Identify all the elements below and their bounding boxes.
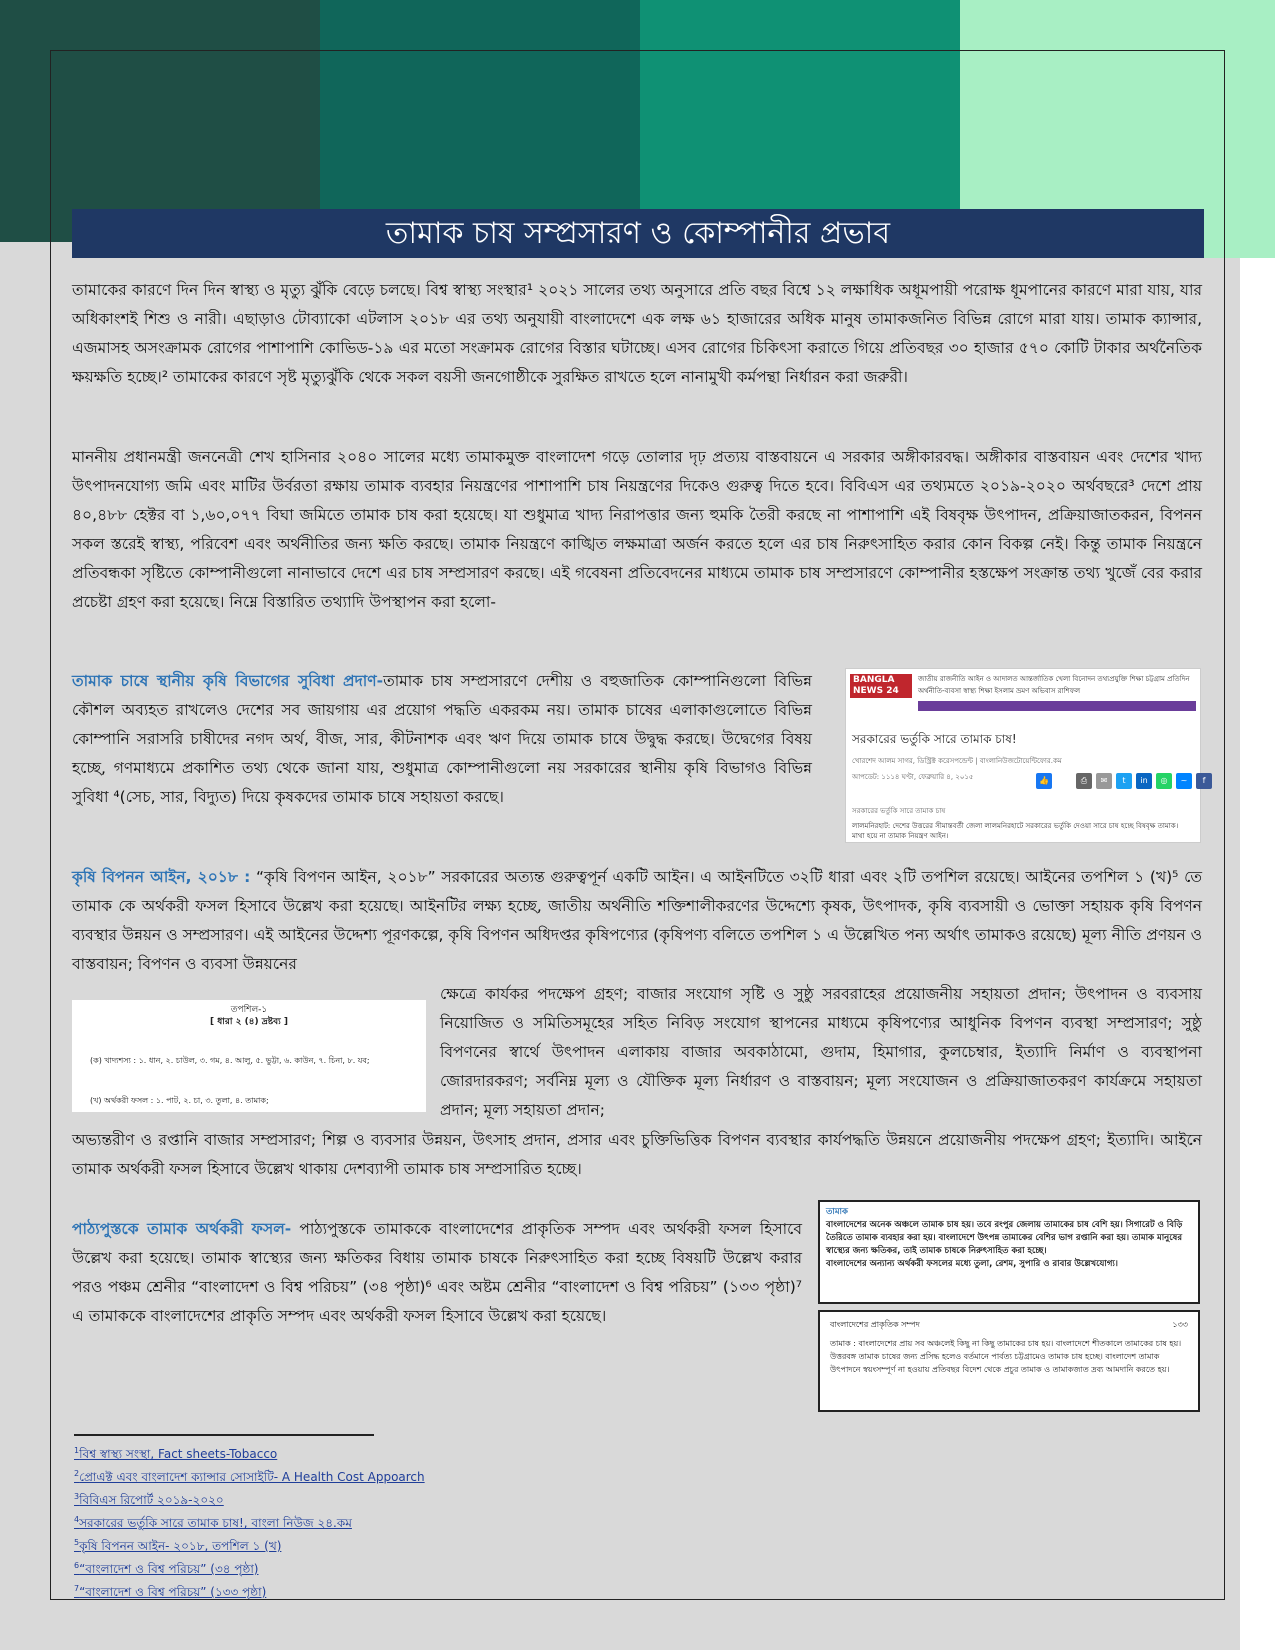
- like-icon: 👍: [1036, 773, 1052, 789]
- whatsapp-icon: ◎: [1156, 773, 1172, 789]
- schedule-row-food: (ক) খাদ্যশস্য : ১. ধান, ২. চাউল, ৩. গম, ৪. আলু, ৫. ভুট্টা, ৬. কাউন, ৭. চিনা, ৮. যব;: [90, 1056, 370, 1065]
- footnote[interactable]: $^2$প্রোএক্ট এবং বাংলাদেশ ক্যান্সার সোসাইটি- A Health Cost Appoarch: [74, 1469, 425, 1484]
- footnote-separator: [74, 1434, 374, 1436]
- email-icon: ✉: [1096, 773, 1112, 789]
- footnote[interactable]: $^7$“বাংলাদেশ ও বিশ্ব পরিচয়” (১৩৩ পৃষ্ঠা): [74, 1584, 267, 1599]
- footnote[interactable]: $^5$কৃষি বিপনন আইন- ২০১৮, তপশিল ১ (খ): [74, 1538, 282, 1553]
- textbook-clip-text-2: বাংলাদেশের অন্যান্য অর্থকরী ফসলের মধ্যে তুলা, রেশম, সুপারি ও রাবার উল্লেখযোগ্য।: [826, 1259, 1118, 1269]
- footnote[interactable]: $^6$“বাংলাদেশ ও বিশ্ব পরিচয়” (৩৪ পৃষ্ঠা): [74, 1561, 259, 1576]
- twitter-icon: t: [1116, 773, 1132, 789]
- schedule-clipping: [72, 1000, 426, 1112]
- textbook-heading: পাঠ্যপুস্তকে তামাক অর্থকরী ফসল-: [72, 1220, 292, 1238]
- news-body: লালমনিরহাট: দেশের উত্তরের সীমান্তবর্তী জেলা লালমনিরহাটে সরকারের ভর্তুকি দেওয়া সারে চাষ হচ্ছে বিষবৃক্ষ তামাক। মাথা হয়ে না তামাক নিয়ন্ত্রণ আইন।: [852, 822, 1179, 840]
- schedule-row-cash-crop: (খ) অর্থকরী ফসল : ১. পাট, ২. চা, ৩. তুলা, ৪. তামাক;: [90, 1096, 269, 1105]
- agri-marketing-heading: কৃষি বিপনন আইন, ২০১৮ :: [72, 868, 251, 886]
- textbook-clip-text: বাংলাদেশের অনেক অঞ্চলে তামাক চাষ হয়। তবে রংপুর জেলায় তামাকের চাষ বেশি হয়। সিগারেট ও বিড়ি তৈরিতে তামাক ব্যবহার করা হয়। বাংলাদেশে উৎপন্ন তামাকের বেশির ভাগ রপ্তানি করা হয়। তামাক মানুষের স্বাস্থ্যের জন্য ক্ষতিকর, তাই তামাক চাষকে নিরুৎসাহিত করা হচ্ছে।: [826, 1220, 1183, 1256]
- textbook-clip-title: তামাক: [826, 1207, 848, 1217]
- footnote[interactable]: $^3$বিবিএস রিপোর্ট ২০১৯-২০২০: [74, 1492, 224, 1507]
- footnote[interactable]: $^1$বিশ্ব স্বাস্থ্য সংস্থা, Fact sheets-Tobacco: [74, 1446, 278, 1461]
- textbook-clipping-2: [818, 1310, 1200, 1412]
- linkedin-icon: in: [1136, 773, 1152, 789]
- agri-marketing-paragraph-cont: ক্ষেত্রে কার্যকর পদক্ষেপ গ্রহণ; বাজার সংযোগ সৃষ্টি ও সুষ্ঠু সরবরাহের প্রয়োজনীয় সহায়তা প্রদান; উৎপাদন ও ব্যবসায় নিয়োজিত ও সমিতিসমূহের সহিত নিবিড় সংযোগ স্থাপনের মাধ্যমে কৃষিপণ্যের আধুনিক বিপণন ব্যবস্থা সম্প্রসারণ; সুষ্ঠু বিপণনের স্বার্থে উৎপাদন এলাকায় বাজার অবকাঠামো, গুদাম, হিমাগার, কুলচেম্বার, ইত্যাদি নির্মাণ ও ব্যবস্থাপনা জোরদারকরণ; সর্বনিম্ন মূল্য ও যৌক্তিক মূল্য নির্ধারণ ও বাস্তবায়ন; মূল্য সংযোজন ও প্রক্রিয়াজাতকরণ কার্যক্রমে সহায়তা প্রদান; মূল্য সহায়তা প্রদান;: [440, 985, 1202, 1119]
- footnotes: [74, 1441, 425, 1602]
- news-image-caption: সরকারের ভর্তুকি সারে তামাক চাষ: [852, 807, 946, 815]
- news-banner-strip: [918, 701, 1196, 711]
- schedule-title: তপশিল-১ [ ধারা ২ (৪) দ্রষ্টব্য ]: [209, 1005, 289, 1027]
- page-title: তামাক চাষ সম্প্রসারণ ও কোম্পানীর প্রভাব: [72, 209, 1204, 258]
- news-date: আপডেট: ১১১৪ ঘণ্টা, ফেব্রুয়ারি ৪, ২০১৫: [852, 773, 974, 781]
- local-agriculture-paragraph: [72, 667, 812, 812]
- intro-paragraph: তামাকের কারণে দিন দিন স্বাস্থ্য ও মৃত্যু ঝুঁকি বেড়ে চলছে। বিশ্ব স্বাস্থ্য সংস্থার¹ ২০২১ সালের তথ্য অনুসারে প্রতি বছর বিশ্বে ১২ লক্ষাধিক অধূমপায়ী পরোক্ষ ধূমপানের কারণে মারা যায়, যার অধিকাংশই শিশু ও নারী। এছাড়াও টোব্যাকো এটলাস ২০১৮ এর তথ্য অনুযায়ী বাংলাদেশে এক লক্ষ ৬১ হাজারের অধিক মানুষ তামাকজনিত বিভিন্ন রোগে মারা যায়। তামাক ক্যান্সার, এজমাসহ অসংক্রামক রোগের পাশাপাশি কোভিড-১৯ এর মতো সংক্রামক রোগের বিস্তার ঘটাচ্ছে। এসব রোগের চিকিৎসা করাতে গিয়ে প্রতিবছর ৩০ হাজার ৫৭০ কোটি টাকার অর্থনৈতিক ক্ষয়ক্ষতি হচ্ছে।² তামাকের কারণে সৃষ্ট মৃত্যুঝুঁকি থেকে সকল বয়সী জনগোষ্ঠীকে সুরক্ষিত রাখতে হলে নানামুখী কর্মপন্থা নির্ধারন করা জরুরী।: [72, 281, 1202, 386]
- textbook-paragraph: [72, 1215, 802, 1331]
- news-headline: সরকারের ভর্তুকি সারে তামাক চাষ!: [852, 732, 1017, 746]
- agri-marketing-text: “কৃষি বিপণন আইন, ২০১৮” সরকারের অত্যন্ত গুরুত্বপূর্ন একটি আইন। এ আইনটিতে ৩২টি ধারা এবং ২টি তপশিল রয়েছে। আইনের তপশিল ১ (খ)⁵ তে তামাক কে অর্থকরী ফসল হিসাবে উল্লেখ করা হয়েছে। আইনটির লক্ষ্য হচ্ছে, জাতীয় অর্থনীতি শক্তিশালীকরণের উদ্দেশ্যে কৃষক, উৎপাদক, কৃষি ব্যবসায়ী ও ভোক্তা সহায়ক কৃষি বিপণন ব্যবস্থার উন্নয়ন ও সম্প্রসারণ। এই আইনের উদ্দেশ্য পূরণকল্পে, কৃষি বিপণন অধিদপ্তর কৃষিপণ্যের (কৃষিপণ্য বলিতে তপশিল ১ এ উল্লেখিত পন্য অর্থাৎ তামাকও রয়েছে) মূল্য নীতি প্রণয়ন ও বাস্তবায়ন; বিপণন ও ব্যবসা উন্নয়নের: [72, 868, 1202, 973]
- agri-marketing-paragraph-end: অভ্যন্তরীণ ও রপ্তানি বাজার সম্প্রসারণ; শিল্প ও ব্যবসার উন্নয়ন, উৎসাহ প্রদান, প্রসার এবং চুক্তিভিত্তিক বিপণন ব্যবস্থার কার্যপদ্ধতি উন্নয়নে প্রয়োজনীয় পদক্ষেপ গ্রহণ; ইত্যাদি। আইনে তামাক অর্থকরী ফসল হিসাবে উল্লেখ থাকায় দেশব্যাপী তামাক চাষ সম্প্রসারিত হচ্ছে।: [72, 1131, 1202, 1178]
- print-icon: ⎙: [1076, 773, 1092, 789]
- news-author: খোরশেদ আলম সাগর, ডিস্ট্রিক্ট করেসপন্ডেন্ট | বাংলানিউজটোয়েন্টিফোর.কম: [852, 757, 1062, 765]
- textbook-clip-header: বাংলাদেশের প্রাকৃতিক সম্পদ ১৩৩: [830, 1320, 1188, 1329]
- news-clipping: [845, 668, 1206, 843]
- textbook-clipping-1: [818, 1200, 1200, 1304]
- facebook-icon: f: [1196, 773, 1212, 789]
- textbook-text: পাঠ্যপুস্তকে তামাককে বাংলাদেশের প্রাকৃতিক সম্পদ এবং অর্থকরী ফসল হিসাবে উল্লেখ করা হয়েছে। তামাক স্বাস্থ্যের জন্য ক্ষতিকর বিধায় তামাক চাষকে নিরুৎসাহিত করা হচ্ছে বিষয়টি উল্লেখ করার পরও পঞ্চম শ্রেনীর “বাংলাদেশ ও বিশ্ব পরিচয়” (৩৪ পৃষ্ঠা)⁶ এবং অষ্টম শ্রেনীর “বাংলাদেশ ও বিশ্ব পরিচয়” (১৩৩ পৃষ্ঠা)⁷ এ তামাককে বাংলাদেশের প্রাকৃতি সম্পদ এবং অর্থকরী ফসল হিসাবে উল্লেখ করা হয়েছে।: [72, 1220, 802, 1325]
- local-agriculture-text: তামাক চাষ সম্প্রসারণে দেশীয় ও বহুজাতিক কোম্পানিগুলো বিভিন্ন কৌশল অব্যহত রাখলেও দেশের সব জায়গায় এর প্রয়োগ পদ্ধতি একরকম নয়। তামাক চাষের এলাকাগুলোতে বিভিন্ন কোম্পানি সরাসরি চাষীদের নগদ অর্থ, বীজ, সার, কীটনাশক এবং ঋণ দিয়ে তামাক চাষে উদ্বুদ্ধ করছে। উদ্বেগের বিষয় হচ্ছে, গণমাধ্যমে প্রকাশিত তথ্য থেকে জানা যায়, শুধুমাত্র কোম্পানীগুলো নয় সরকারের স্থানীয় কৃষি বিভাগও বিভিন্ন সুবিধা ⁴(সেচ, সার, বিদ্যুত) দিয়ে কৃষকদের তামাক চাষে সহায়তা করছে।: [72, 672, 812, 806]
- news-nav: জাতীয় রাজনীতি আইন ও আদালত আন্তর্জাতিক খেলা বিনোদন তথ্যপ্রযুক্তি শিক্ষা চট্টগ্রাম প্রতিদিন অর্থনীতি-ব্যবসা স্বাস্থ্য শিক্ষা ইসলাম ভ্রমণ অভিবাস রাশিফল: [918, 675, 1190, 695]
- textbook-clip-body: তামাক : বাংলাদেশের প্রায় সব অঞ্চলেই কিছু না কিছু তামাকের চাষ হয়। বাংলাদেশে শীতকালে তামাকের চাষ হয়। উত্তরবঙ্গ তামাক চাষের জন্য প্রসিদ্ধ হলেও বর্তমানে পার্বত্য চট্টগ্রামেও তামাক চাষ হচ্ছে। বাংলাদেশ তামাক উৎপাদনে স্বয়ংসম্পূর্ণ না হওয়ায় প্রতিবছর বিদেশ থেকে প্রচুর তামাক ও তামাকজাত দ্রব্য আমদানি করতে হয়।: [830, 1339, 1182, 1374]
- messenger-icon: ~: [1176, 773, 1192, 789]
- policy-paragraph: মাননীয় প্রধানমন্ত্রী জননেত্রী শেখ হাসিনার ২০৪০ সালের মধ্যে তামাকমুক্ত বাংলাদেশ গড়ে তোলার দৃঢ় প্রত্যয় বাস্তবায়নে এ সরকার অঙ্গীকারবদ্ধ। অঙ্গীকার বাস্তবায়ন এবং দেশের খাদ্য উৎপাদনযোগ্য জমি এবং মাটির উর্বরতা রক্ষায় তামাক ব্যবহার নিয়ন্ত্রণের পাশাপাশি চাষ নিয়ন্ত্রণের দিকেও গুরুত্ব দিতে হবে। বিবিএস এর তথ্যমতে ২০১৯-২০২০ অর্থবছরে³ দেশে প্রায় ৪০,৪৮৮ হেক্টর বা ১,৬০,০৭৭ বিঘা জমিতে তামাক চাষ করা হয়েছে। যা শুধুমাত্র খাদ্য নিরাপত্তার জন্য হুমকি তৈরী করছে না পাশাপাশি এই বিষবৃক্ষ উৎপাদন, প্রক্রিয়াজাতকরন, বিপনন সকল স্তরেই স্বাস্থ্য, পরিবেশ এবং অর্থনীতির জন্য ক্ষতি করছে। তামাক নিয়ন্ত্রণে কাঙ্খিত লক্ষমাত্রা অর্জন করতে হলে এর চাষ নিরুৎসাহিত করার কোন বিকল্প নেই। কিন্তু তামাক নিয়ন্ত্রনে প্রতিবন্ধকা সৃষ্টিতে কোম্পানীগুলো নানাভাবে দেশে এর চাষ সম্প্রসারণ করছে। এই গবেষনা প্রতিবেদনের মাধ্যমে তামাক চাষ সম্প্রসারণে কোম্পানীর হস্তক্ষেপ সংক্রান্ত তথ্য খুজেঁ বের করার প্রচেষ্টা গ্রহণ করা হয়েছে। নিম্নে বিস্তারিত তথ্যাদি উপস্থাপন করা হলো-: [72, 448, 1202, 611]
- news-logo: BANGLA NEWS 24: [850, 674, 912, 698]
- local-agriculture-heading: তামাক চাষে স্থানীয় কৃষি বিভাগের সুবিধা প্রদাণ-: [72, 672, 384, 690]
- footnote[interactable]: $^4$সরকারের ভর্তুকি সারে তামাক চাষ!, বাংলা নিউজ ২৪.কম: [74, 1515, 352, 1530]
- agri-marketing-paragraph: [72, 863, 1202, 979]
